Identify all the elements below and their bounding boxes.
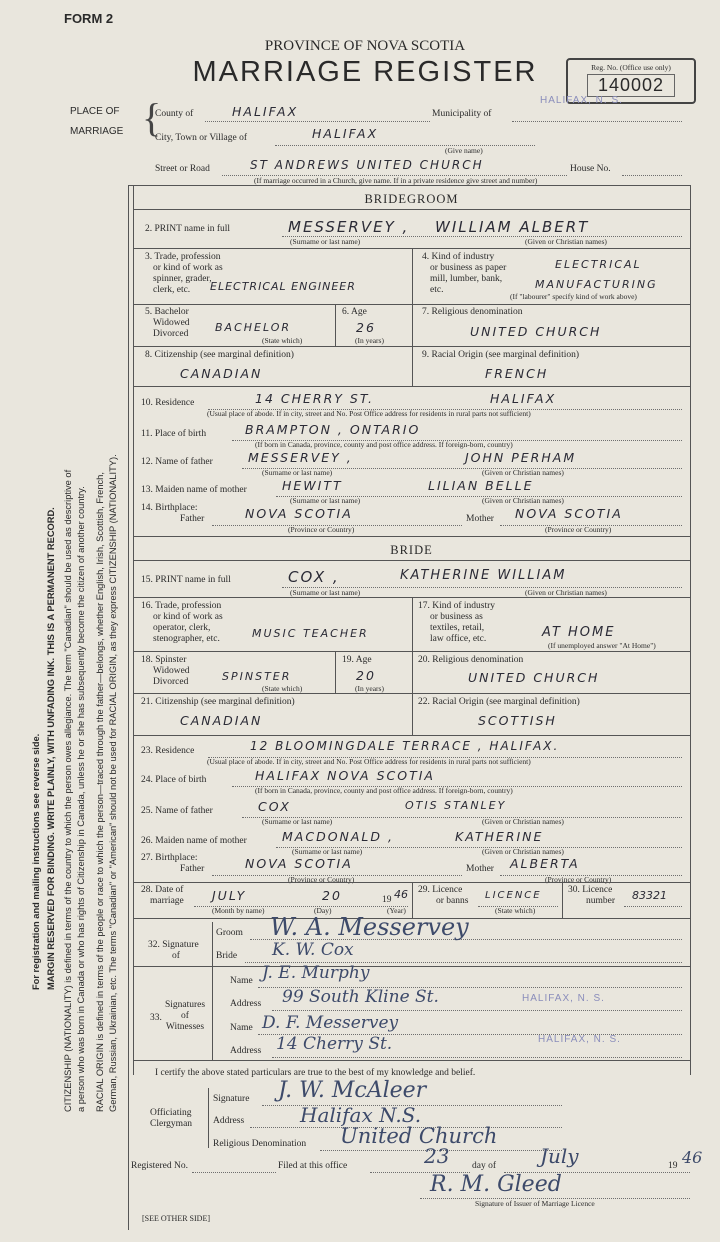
- wit-label: Signatures: [164, 1000, 206, 1010]
- licence-note: (State which): [495, 906, 536, 915]
- groom-trade-label: 3. Trade, profession: [145, 252, 221, 262]
- groom-trade-l3: spinner, grader,: [153, 274, 212, 284]
- groom-industry-label: 4. Kind of industry: [422, 252, 495, 262]
- groom-signature: W. A. Messervey: [270, 913, 469, 941]
- groom-name-label: 2. PRINT name in full: [145, 224, 231, 234]
- groom-status-l2: Widowed: [153, 318, 190, 328]
- groom-industry-2: MANUFACTURING: [535, 278, 658, 291]
- bride-mother-given: KATHERINE: [455, 829, 544, 844]
- bride-age: 20: [356, 668, 376, 683]
- groom-racial: FRENCH: [485, 366, 549, 381]
- bride-industry: AT HOME: [542, 625, 616, 640]
- bride-father-surname-note: (Surname or last name): [262, 817, 333, 826]
- margin-line-1: For registration and mailing instructions see reverse side.: [31, 733, 41, 990]
- bridegroom-heading: BRIDEGROOM: [364, 192, 459, 206]
- wit1-address: 99 South Kline St.: [282, 987, 439, 1007]
- groom-surname: MESSERVEY ,: [288, 218, 410, 236]
- groom-mother-given-note: (Given or Christian names): [482, 496, 564, 505]
- groom-father-surname: MESSERVEY ,: [248, 450, 353, 465]
- licence-no-label: 30. Licence: [568, 885, 613, 895]
- reg-number: 140002: [587, 74, 675, 97]
- bride-industry-l3: textiles, retail,: [430, 623, 485, 633]
- bride-father-bp: NOVA SCOTIA: [245, 856, 353, 871]
- marriage-date-l2: marriage: [150, 896, 184, 906]
- bride-mother-surname: MACDONALD ,: [282, 829, 394, 844]
- groom-father-given-note: (Given or Christian names): [482, 468, 564, 477]
- margin-line-5: RACIAL ORIGIN is defined in terms of the people or race to which the person—traced through the father—belongs, whether English, Irish, Scottish, French,: [95, 472, 105, 1112]
- day-of-label: day of: [472, 1161, 497, 1171]
- cl-rel-label: Religious Denomination: [213, 1139, 307, 1149]
- groom-father-surname-note: (Surname or last name): [262, 468, 333, 477]
- clergyman-denomination: United Church: [340, 1124, 498, 1148]
- bride-status-l3: Divorced: [153, 677, 189, 687]
- margin-line-6: German, Russian, Ukrainian, etc. The terms "Canadian" or "American" should not be used for RACIAL ORIGIN, as they express CITIZENSHIP (NATIONALITY).: [108, 454, 118, 1112]
- issuer-signature: R. M. Gleed: [430, 1172, 562, 1197]
- bride-birth: HALIFAX NOVA SCOTIA: [255, 768, 435, 783]
- groom-trade-l4: clerk, etc.: [153, 285, 191, 295]
- form-right-border: [690, 185, 691, 1075]
- form-label: FORM 2: [64, 11, 114, 26]
- bride-father-surname: COX: [258, 799, 291, 814]
- bride-birth-note: (If born in Canada, province, county and post office address. If foreign-born, country): [255, 786, 513, 795]
- groom-industry-l3: mill, lumber, bank,: [430, 274, 503, 284]
- groom-residence-city: HALIFAX: [490, 391, 557, 406]
- bride-heading: BRIDE: [390, 543, 433, 557]
- place-label-1: PLACE OF: [70, 106, 120, 117]
- groom-age-note: (In years): [355, 336, 384, 345]
- marriage-year-note: (Year): [387, 906, 406, 915]
- bride-religion: UNITED CHURCH: [468, 670, 600, 685]
- bride-surname-note: (Surname or last name): [290, 588, 361, 597]
- bride-industry-note: (If unemployed answer "At Home"): [548, 641, 656, 650]
- margin-line-2: MARGIN RESERVED FOR BINDING. WRITE PLAINLY, WITH UNFADING INK. THIS IS A PERMANENT RECORD.: [46, 507, 56, 990]
- licence-value: LICENCE: [485, 890, 542, 901]
- bride-status: SPINSTER: [222, 670, 292, 683]
- place-label-2: MARRIAGE: [70, 126, 124, 137]
- city-value: HALIFAX: [312, 126, 379, 141]
- marriage-year: 46: [394, 888, 408, 901]
- sig-l2: of: [172, 951, 180, 961]
- place-brace: {: [142, 95, 162, 140]
- cl-sig-label: Signature: [213, 1094, 250, 1104]
- bride-industry-label: 17. Kind of industry: [418, 601, 496, 611]
- filed-label: Filed at this office: [278, 1161, 348, 1171]
- bride-status-label: 18. Spinster: [141, 655, 187, 665]
- bride-citizenship: CANADIAN: [180, 713, 263, 728]
- form-top-border: [128, 185, 690, 186]
- bride-given-note: (Given or Christian names): [525, 588, 607, 597]
- wit2-address-label: Address: [230, 1046, 262, 1056]
- filed-year: 46: [682, 1148, 703, 1167]
- wit1-name: J. E. Murphy: [262, 963, 370, 983]
- groom-given-note: (Given or Christian names): [525, 237, 607, 246]
- wit2-address: 14 Cherry St.: [276, 1034, 393, 1054]
- wit2-name-label: Name: [230, 1023, 253, 1033]
- bride-mother-bp-note: (Province or Country): [545, 875, 612, 884]
- wit2-stamp: HALIFAX, N. S.: [538, 1034, 621, 1045]
- street-label: Street or Road: [155, 164, 210, 174]
- cl-addr-label: Address: [213, 1116, 245, 1126]
- groom-trade: ELECTRICAL ENGINEER: [210, 280, 356, 293]
- officiating-label: Officiating: [150, 1108, 192, 1118]
- wit1-address-label: Address: [230, 999, 262, 1009]
- groom-mother-bp-label: Mother: [466, 514, 494, 524]
- bride-mother-bp-label: Mother: [466, 864, 494, 874]
- groom-industry-l4: etc.: [430, 285, 444, 295]
- clergyman-signature: J. W. McAleer: [278, 1078, 427, 1103]
- groom-birth-note: (If born in Canada, province, county and post office address. If foreign-born, country): [255, 440, 513, 449]
- bride-citizenship-label: 21. Citizenship (see marginal definition): [141, 697, 295, 707]
- bride-father-bp-label: Father: [180, 864, 205, 874]
- city-label: City, Town or Village of: [155, 133, 247, 143]
- marriage-day-note: (Day): [314, 906, 332, 915]
- groom-father-bp-label: Father: [180, 514, 205, 524]
- bride-residence-note: (Usual place of abode. If in city, street and No. Post Office address for residents in rural parts not sufficient): [207, 757, 531, 766]
- groom-trade-l2: or kind of work as: [153, 263, 223, 273]
- groom-father-bp-note: (Province or Country): [288, 525, 355, 534]
- groom-birth: BRAMPTON , ONTARIO: [245, 422, 421, 437]
- groom-father-label: 12. Name of father: [141, 457, 213, 467]
- bride-mother-bp: ALBERTA: [510, 856, 580, 871]
- see-other-side: [SEE OTHER SIDE]: [142, 1214, 210, 1223]
- licence-l2: or banns: [436, 896, 469, 906]
- wit-l2: of: [181, 1011, 189, 1021]
- form-left-border: [128, 185, 129, 1230]
- wit1-name-label: Name: [230, 976, 253, 986]
- page-title: MARRIAGE REGISTER: [192, 56, 538, 88]
- groom-religion-label: 7. Religious denomination: [422, 307, 523, 317]
- wit1-stamp: HALIFAX, N. S.: [522, 993, 605, 1004]
- groom-status: BACHELOR: [215, 321, 292, 334]
- groom-industry-1: ELECTRICAL: [555, 258, 642, 271]
- licence-no-l2: number: [586, 896, 616, 906]
- bride-trade: MUSIC TEACHER: [252, 627, 369, 640]
- reg-label: Reg. No. (Office use only): [591, 63, 671, 72]
- municipality-label: Municipality of: [432, 109, 492, 119]
- bride-mother-label: 26. Maiden name of mother: [141, 836, 247, 846]
- county-label: County of: [155, 109, 194, 119]
- bride-status-note: (State which): [262, 684, 303, 693]
- bride-trade-l2: or kind of work as: [153, 612, 223, 622]
- wit-l3: Witnesses: [165, 1022, 205, 1032]
- bride-racial: SCOTTISH: [478, 713, 557, 728]
- margin-line-3: CITIZENSHIP (NATIONALITY) is defined in terms of the country to which the person owes allegiance. The term "Canadian" should be used as descriptive of: [63, 469, 73, 1112]
- groom-birth-label: 11. Place of birth: [141, 429, 207, 439]
- municipality-stamp: HALIFAX, N. S.: [540, 95, 623, 106]
- certify-text: I certify the above stated particulars are true to the best of my knowledge and belief.: [155, 1068, 476, 1078]
- margin-line-4: a person who was born in Canada or who has rights of Citizenship in Canada, unless he or she has subsequently become the citizen of another country.: [76, 486, 86, 1112]
- groom-birthplace-label: 14. Birthplace:: [141, 503, 198, 513]
- bride-surname: COX ,: [288, 568, 340, 586]
- city-note: (Give name): [445, 146, 483, 155]
- wit-no: 33.: [150, 1013, 162, 1023]
- licence-number: 83321: [632, 889, 667, 902]
- bride-residence: 12 BLOOMINGDALE TERRACE , HALIFAX.: [250, 739, 560, 753]
- wit2-name: D. F. Messervey: [262, 1013, 399, 1033]
- marriage-year-prefix: 19: [382, 895, 392, 905]
- groom-surname-note: (Surname or last name): [290, 237, 361, 246]
- clergyman-address: Halifax N.S.: [300, 1103, 422, 1127]
- province-heading: PROVINCE OF NOVA SCOTIA: [264, 38, 466, 54]
- groom-residence-note: (Usual place of abode. If in city, street and No. Post Office address for residents in rural parts not sufficient): [207, 409, 531, 418]
- bride-trade-label: 16. Trade, profession: [141, 601, 222, 611]
- marriage-month: JULY: [212, 888, 247, 903]
- bride-trade-l3: operator, clerk,: [153, 623, 211, 633]
- bride-father-label: 25. Name of father: [141, 806, 213, 816]
- filed-year-prefix: 19: [668, 1161, 678, 1171]
- groom-industry-note: (If "labourer" specify kind of work above): [510, 292, 637, 301]
- bride-industry-l4: law office, etc.: [430, 634, 487, 644]
- groom-status-l3: Divorced: [153, 329, 189, 339]
- groom-industry-l2: or business as paper: [430, 263, 507, 273]
- registered-label: Registered No.: [131, 1161, 188, 1171]
- filed-month: July: [540, 1144, 579, 1168]
- groom-citizenship: CANADIAN: [180, 366, 263, 381]
- bride-industry-l2: or business as: [430, 612, 483, 622]
- street-value: ST ANDREWS UNITED CHURCH: [250, 158, 484, 172]
- issuer-note: Signature of Issuer of Marriage Licence: [475, 1199, 595, 1208]
- marriage-month-note: (Month by name): [212, 906, 265, 915]
- groom-mother-surname-note: (Surname or last name): [290, 496, 361, 505]
- bride-father-given-note: (Given or Christian names): [482, 817, 564, 826]
- groom-sig-label: Groom: [216, 928, 243, 938]
- groom-mother-bp-note: (Province or Country): [545, 525, 612, 534]
- county-value: HALIFAX: [232, 104, 299, 119]
- groom-citizenship-label: 8. Citizenship (see marginal definition): [145, 350, 294, 360]
- filed-day: 23: [424, 1144, 450, 1168]
- groom-residence: 14 CHERRY ST.: [255, 391, 374, 406]
- bride-religion-label: 20. Religious denomination: [418, 655, 524, 665]
- bride-status-l2: Widowed: [153, 666, 190, 676]
- marriage-date-label: 28. Date of: [141, 885, 184, 895]
- groom-mother-label: 13. Maiden name of mother: [141, 485, 247, 495]
- groom-father-given: JOHN PERHAM: [465, 450, 577, 465]
- bride-mother-surname-note: (Surname or last name): [292, 847, 363, 856]
- groom-age-label: 6. Age: [342, 307, 367, 317]
- groom-age: 26: [356, 320, 376, 335]
- groom-mother-surname: HEWITT: [282, 478, 343, 493]
- bride-birth-label: 24. Place of birth: [141, 775, 207, 785]
- bride-given: KATHERINE WILLIAM: [400, 568, 567, 583]
- marriage-day: 20: [322, 888, 342, 903]
- groom-status-label: 5. Bachelor: [145, 307, 189, 317]
- bride-name-label: 15. PRINT name in full: [141, 575, 231, 585]
- licence-label: 29. Licence: [418, 885, 463, 895]
- groom-given: WILLIAM ALBERT: [435, 218, 590, 236]
- groom-racial-label: 9. Racial Origin (see marginal definition): [422, 350, 580, 360]
- groom-status-note: (State which): [262, 336, 303, 345]
- bride-mother-given-note: (Given or Christian names): [482, 847, 564, 856]
- bride-age-note: (In years): [355, 684, 384, 693]
- bride-father-given: OTIS STANLEY: [405, 799, 507, 812]
- bride-signature: K. W. Cox: [272, 940, 354, 960]
- bride-father-bp-note: (Province or Country): [288, 875, 355, 884]
- street-note: (If marriage occurred in a Church, give name. If in a private residence give street and number): [254, 176, 538, 185]
- bride-birthplace-label: 27. Birthplace:: [141, 853, 198, 863]
- groom-mother-bp: NOVA SCOTIA: [515, 506, 623, 521]
- groom-residence-label: 10. Residence: [141, 398, 195, 408]
- groom-religion: UNITED CHURCH: [470, 324, 602, 339]
- house-label: House No.: [570, 164, 611, 174]
- form-left-border-inner: [133, 185, 134, 1075]
- groom-mother-given: LILIAN BELLE: [428, 478, 534, 493]
- clergyman-label: Clergyman: [150, 1119, 193, 1129]
- bride-racial-label: 22. Racial Origin (see marginal definition): [418, 697, 580, 707]
- bride-sig-label: Bride: [216, 951, 238, 961]
- groom-father-bp: NOVA SCOTIA: [245, 506, 353, 521]
- bride-residence-label: 23. Residence: [141, 746, 195, 756]
- sig-label: 32. Signature: [148, 940, 199, 950]
- bride-trade-l4: stenographer, etc.: [153, 634, 220, 644]
- bride-age-label: 19. Age: [342, 655, 372, 665]
